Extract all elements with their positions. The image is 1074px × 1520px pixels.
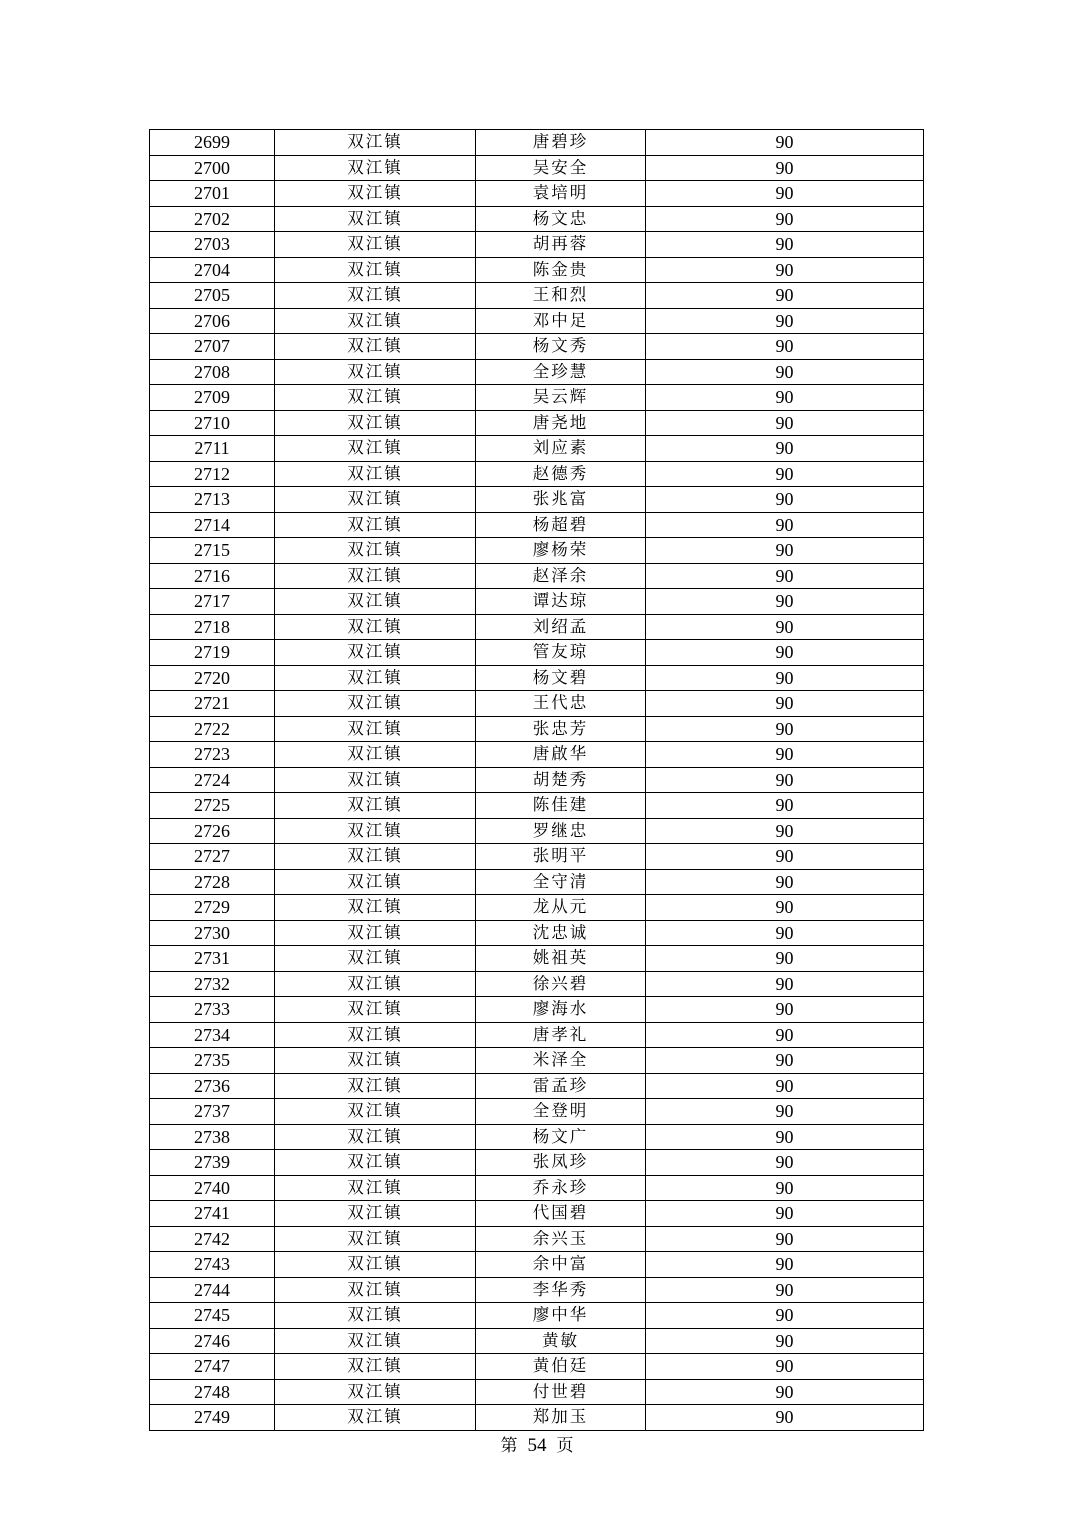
person-name-cell: 张凤珍 xyxy=(476,1150,646,1176)
person-name-cell: 张忠芳 xyxy=(476,716,646,742)
row-number-cell: 2744 xyxy=(150,1277,275,1303)
amount-cell: 90 xyxy=(646,742,924,768)
town-cell: 双江镇 xyxy=(275,308,476,334)
row-number-cell: 2705 xyxy=(150,283,275,309)
person-name-cell: 赵德秀 xyxy=(476,461,646,487)
amount-cell: 90 xyxy=(646,385,924,411)
person-name-cell: 徐兴碧 xyxy=(476,971,646,997)
town-cell: 双江镇 xyxy=(275,1099,476,1125)
row-number-cell: 2715 xyxy=(150,538,275,564)
row-number-cell: 2719 xyxy=(150,640,275,666)
person-name-cell: 吴安全 xyxy=(476,155,646,181)
table-row xyxy=(150,818,924,844)
person-name-cell: 唐孝礼 xyxy=(476,1022,646,1048)
table-row xyxy=(150,997,924,1023)
town-cell: 双江镇 xyxy=(275,1201,476,1227)
table-row xyxy=(150,1099,924,1125)
town-cell: 双江镇 xyxy=(275,742,476,768)
town-cell: 双江镇 xyxy=(275,614,476,640)
amount-cell: 90 xyxy=(646,461,924,487)
row-number-cell: 2703 xyxy=(150,232,275,258)
amount-cell: 90 xyxy=(646,895,924,921)
amount-cell: 90 xyxy=(646,869,924,895)
person-name-cell: 唐碧珍 xyxy=(476,130,646,156)
row-number-cell: 2746 xyxy=(150,1328,275,1354)
row-number-cell: 2708 xyxy=(150,359,275,385)
table-row xyxy=(150,257,924,283)
town-cell: 双江镇 xyxy=(275,767,476,793)
page-suffix: 页 xyxy=(556,1436,574,1456)
row-number-cell: 2733 xyxy=(150,997,275,1023)
town-cell: 双江镇 xyxy=(275,1124,476,1150)
row-number-cell: 2725 xyxy=(150,793,275,819)
row-number-cell: 2700 xyxy=(150,155,275,181)
amount-cell: 90 xyxy=(646,232,924,258)
person-name-cell: 全登明 xyxy=(476,1099,646,1125)
person-name-cell: 王代忠 xyxy=(476,691,646,717)
person-name-cell: 胡再蓉 xyxy=(476,232,646,258)
row-number-cell: 2702 xyxy=(150,206,275,232)
person-name-cell: 龙从元 xyxy=(476,895,646,921)
person-name-cell: 邓中足 xyxy=(476,308,646,334)
row-number-cell: 2704 xyxy=(150,257,275,283)
person-name-cell: 赵泽余 xyxy=(476,563,646,589)
town-cell: 双江镇 xyxy=(275,793,476,819)
town-cell: 双江镇 xyxy=(275,487,476,513)
town-cell: 双江镇 xyxy=(275,206,476,232)
row-number-cell: 2726 xyxy=(150,818,275,844)
table-row xyxy=(150,130,924,156)
person-name-cell: 罗继忠 xyxy=(476,818,646,844)
amount-cell: 90 xyxy=(646,716,924,742)
amount-cell: 90 xyxy=(646,844,924,870)
table-row xyxy=(150,1328,924,1354)
table-row xyxy=(150,1048,924,1074)
amount-cell: 90 xyxy=(646,640,924,666)
row-number-cell: 2723 xyxy=(150,742,275,768)
town-cell: 双江镇 xyxy=(275,1379,476,1405)
amount-cell: 90 xyxy=(646,206,924,232)
person-name-cell: 管友琼 xyxy=(476,640,646,666)
table-row xyxy=(150,410,924,436)
table-row xyxy=(150,895,924,921)
person-name-cell: 廖中华 xyxy=(476,1303,646,1329)
table-row xyxy=(150,181,924,207)
amount-cell: 90 xyxy=(646,1328,924,1354)
table-row xyxy=(150,614,924,640)
town-cell: 双江镇 xyxy=(275,1226,476,1252)
table-row xyxy=(150,665,924,691)
amount-cell: 90 xyxy=(646,1303,924,1329)
town-cell: 双江镇 xyxy=(275,1328,476,1354)
town-cell: 双江镇 xyxy=(275,334,476,360)
town-cell: 双江镇 xyxy=(275,971,476,997)
table-row xyxy=(150,793,924,819)
row-number-cell: 2701 xyxy=(150,181,275,207)
amount-cell: 90 xyxy=(646,997,924,1023)
person-name-cell: 全守清 xyxy=(476,869,646,895)
person-name-cell: 胡楚秀 xyxy=(476,767,646,793)
person-name-cell: 袁培明 xyxy=(476,181,646,207)
row-number-cell: 2710 xyxy=(150,410,275,436)
row-number-cell: 2732 xyxy=(150,971,275,997)
amount-cell: 90 xyxy=(646,1048,924,1074)
table-row xyxy=(150,334,924,360)
table-row xyxy=(150,487,924,513)
amount-cell: 90 xyxy=(646,1277,924,1303)
row-number-cell: 2749 xyxy=(150,1405,275,1431)
table-row xyxy=(150,155,924,181)
row-number-cell: 2735 xyxy=(150,1048,275,1074)
amount-cell: 90 xyxy=(646,257,924,283)
amount-cell: 90 xyxy=(646,563,924,589)
row-number-cell: 2699 xyxy=(150,130,275,156)
amount-cell: 90 xyxy=(646,1379,924,1405)
row-number-cell: 2740 xyxy=(150,1175,275,1201)
row-number-cell: 2734 xyxy=(150,1022,275,1048)
town-cell: 双江镇 xyxy=(275,130,476,156)
town-cell: 双江镇 xyxy=(275,818,476,844)
row-number-cell: 2742 xyxy=(150,1226,275,1252)
town-cell: 双江镇 xyxy=(275,869,476,895)
table-row xyxy=(150,1379,924,1405)
town-cell: 双江镇 xyxy=(275,283,476,309)
page-number: 54 xyxy=(527,1435,547,1456)
page-footer xyxy=(0,1431,1074,1457)
person-name-cell: 陈金贵 xyxy=(476,257,646,283)
person-name-cell: 张兆富 xyxy=(476,487,646,513)
town-cell: 双江镇 xyxy=(275,665,476,691)
amount-cell: 90 xyxy=(646,1201,924,1227)
amount-cell: 90 xyxy=(646,946,924,972)
table-row xyxy=(150,640,924,666)
table-row xyxy=(150,589,924,615)
town-cell: 双江镇 xyxy=(275,716,476,742)
row-number-cell: 2748 xyxy=(150,1379,275,1405)
amount-cell: 90 xyxy=(646,665,924,691)
town-cell: 双江镇 xyxy=(275,232,476,258)
town-cell: 双江镇 xyxy=(275,385,476,411)
amount-cell: 90 xyxy=(646,1405,924,1431)
town-cell: 双江镇 xyxy=(275,1175,476,1201)
person-name-cell: 杨文广 xyxy=(476,1124,646,1150)
row-number-cell: 2730 xyxy=(150,920,275,946)
table-row xyxy=(150,232,924,258)
person-name-cell: 全珍慧 xyxy=(476,359,646,385)
town-cell: 双江镇 xyxy=(275,1048,476,1074)
table-row xyxy=(150,742,924,768)
amount-cell: 90 xyxy=(646,1354,924,1380)
town-cell: 双江镇 xyxy=(275,257,476,283)
table-row xyxy=(150,869,924,895)
table-row xyxy=(150,1252,924,1278)
table-row xyxy=(150,1201,924,1227)
person-name-cell: 乔永珍 xyxy=(476,1175,646,1201)
town-cell: 双江镇 xyxy=(275,436,476,462)
row-number-cell: 2724 xyxy=(150,767,275,793)
amount-cell: 90 xyxy=(646,614,924,640)
row-number-cell: 2709 xyxy=(150,385,275,411)
person-name-cell: 黄敏 xyxy=(476,1328,646,1354)
amount-cell: 90 xyxy=(646,1150,924,1176)
table-row xyxy=(150,206,924,232)
table-row xyxy=(150,920,924,946)
person-name-cell: 廖杨荣 xyxy=(476,538,646,564)
amount-cell: 90 xyxy=(646,359,924,385)
table-row xyxy=(150,1277,924,1303)
table-row xyxy=(150,844,924,870)
amount-cell: 90 xyxy=(646,1175,924,1201)
table-row xyxy=(150,1150,924,1176)
amount-cell: 90 xyxy=(646,130,924,156)
table-row xyxy=(150,308,924,334)
town-cell: 双江镇 xyxy=(275,181,476,207)
row-number-cell: 2707 xyxy=(150,334,275,360)
table-row xyxy=(150,1073,924,1099)
row-number-cell: 2727 xyxy=(150,844,275,870)
row-number-cell: 2716 xyxy=(150,563,275,589)
town-cell: 双江镇 xyxy=(275,640,476,666)
table-row xyxy=(150,1124,924,1150)
table-row xyxy=(150,385,924,411)
table-row xyxy=(150,436,924,462)
amount-cell: 90 xyxy=(646,436,924,462)
table-row xyxy=(150,1354,924,1380)
amount-cell: 90 xyxy=(646,589,924,615)
town-cell: 双江镇 xyxy=(275,1022,476,1048)
row-number-cell: 2711 xyxy=(150,436,275,462)
page-prefix: 第 xyxy=(500,1436,518,1456)
table-row xyxy=(150,512,924,538)
amount-cell: 90 xyxy=(646,1022,924,1048)
amount-cell: 90 xyxy=(646,334,924,360)
town-cell: 双江镇 xyxy=(275,1405,476,1431)
person-name-cell: 姚祖英 xyxy=(476,946,646,972)
row-number-cell: 2738 xyxy=(150,1124,275,1150)
row-number-cell: 2737 xyxy=(150,1099,275,1125)
town-cell: 双江镇 xyxy=(275,920,476,946)
table-row xyxy=(150,691,924,717)
person-name-cell: 付世碧 xyxy=(476,1379,646,1405)
amount-cell: 90 xyxy=(646,767,924,793)
row-number-cell: 2714 xyxy=(150,512,275,538)
person-name-cell: 杨超碧 xyxy=(476,512,646,538)
town-cell: 双江镇 xyxy=(275,691,476,717)
person-name-cell: 唐啟华 xyxy=(476,742,646,768)
amount-cell: 90 xyxy=(646,691,924,717)
town-cell: 双江镇 xyxy=(275,512,476,538)
row-number-cell: 2741 xyxy=(150,1201,275,1227)
town-cell: 双江镇 xyxy=(275,1303,476,1329)
row-number-cell: 2729 xyxy=(150,895,275,921)
amount-cell: 90 xyxy=(646,487,924,513)
table-row xyxy=(150,1303,924,1329)
row-number-cell: 2712 xyxy=(150,461,275,487)
amount-cell: 90 xyxy=(646,971,924,997)
amount-cell: 90 xyxy=(646,283,924,309)
amount-cell: 90 xyxy=(646,1252,924,1278)
town-cell: 双江镇 xyxy=(275,895,476,921)
amount-cell: 90 xyxy=(646,181,924,207)
town-cell: 双江镇 xyxy=(275,410,476,436)
table-row xyxy=(150,461,924,487)
amount-cell: 90 xyxy=(646,410,924,436)
person-name-cell: 米泽全 xyxy=(476,1048,646,1074)
person-name-cell: 谭达琼 xyxy=(476,589,646,615)
person-name-cell: 唐尧地 xyxy=(476,410,646,436)
person-name-cell: 余中富 xyxy=(476,1252,646,1278)
row-number-cell: 2739 xyxy=(150,1150,275,1176)
person-name-cell: 廖海水 xyxy=(476,997,646,1023)
person-name-cell: 杨文忠 xyxy=(476,206,646,232)
amount-cell: 90 xyxy=(646,538,924,564)
row-number-cell: 2713 xyxy=(150,487,275,513)
town-cell: 双江镇 xyxy=(275,538,476,564)
table-row xyxy=(150,538,924,564)
row-number-cell: 2728 xyxy=(150,869,275,895)
person-name-cell: 张明平 xyxy=(476,844,646,870)
town-cell: 双江镇 xyxy=(275,946,476,972)
town-cell: 双江镇 xyxy=(275,997,476,1023)
amount-cell: 90 xyxy=(646,1226,924,1252)
person-name-cell: 李华秀 xyxy=(476,1277,646,1303)
amount-cell: 90 xyxy=(646,512,924,538)
person-name-cell: 王和烈 xyxy=(476,283,646,309)
table-row xyxy=(150,1175,924,1201)
person-name-cell: 刘绍孟 xyxy=(476,614,646,640)
amount-cell: 90 xyxy=(646,793,924,819)
amount-cell: 90 xyxy=(646,155,924,181)
town-cell: 双江镇 xyxy=(275,359,476,385)
table-row xyxy=(150,946,924,972)
person-name-cell: 代国碧 xyxy=(476,1201,646,1227)
row-number-cell: 2721 xyxy=(150,691,275,717)
table-row xyxy=(150,767,924,793)
amount-cell: 90 xyxy=(646,920,924,946)
town-cell: 双江镇 xyxy=(275,155,476,181)
person-name-cell: 杨文碧 xyxy=(476,665,646,691)
row-number-cell: 2747 xyxy=(150,1354,275,1380)
town-cell: 双江镇 xyxy=(275,589,476,615)
table-row xyxy=(150,1022,924,1048)
row-number-cell: 2743 xyxy=(150,1252,275,1278)
town-cell: 双江镇 xyxy=(275,1150,476,1176)
amount-cell: 90 xyxy=(646,1099,924,1125)
amount-cell: 90 xyxy=(646,1073,924,1099)
person-name-cell: 沈忠诚 xyxy=(476,920,646,946)
row-number-cell: 2720 xyxy=(150,665,275,691)
table-row xyxy=(150,283,924,309)
town-cell: 双江镇 xyxy=(275,1252,476,1278)
person-name-cell: 陈佳建 xyxy=(476,793,646,819)
row-number-cell: 2736 xyxy=(150,1073,275,1099)
person-name-cell: 杨文秀 xyxy=(476,334,646,360)
person-name-cell: 郑加玉 xyxy=(476,1405,646,1431)
amount-cell: 90 xyxy=(646,818,924,844)
row-number-cell: 2722 xyxy=(150,716,275,742)
row-number-cell: 2745 xyxy=(150,1303,275,1329)
town-cell: 双江镇 xyxy=(275,1073,476,1099)
table-row xyxy=(150,971,924,997)
table-row xyxy=(150,359,924,385)
row-number-cell: 2717 xyxy=(150,589,275,615)
table-body xyxy=(150,130,924,1431)
row-number-cell: 2731 xyxy=(150,946,275,972)
person-name-cell: 吴云辉 xyxy=(476,385,646,411)
table-row xyxy=(150,1226,924,1252)
town-cell: 双江镇 xyxy=(275,461,476,487)
person-name-cell: 刘应素 xyxy=(476,436,646,462)
data-table xyxy=(149,129,924,1431)
amount-cell: 90 xyxy=(646,1124,924,1150)
town-cell: 双江镇 xyxy=(275,563,476,589)
person-name-cell: 黄伯廷 xyxy=(476,1354,646,1380)
person-name-cell: 雷孟珍 xyxy=(476,1073,646,1099)
table-row xyxy=(150,1405,924,1431)
row-number-cell: 2718 xyxy=(150,614,275,640)
person-name-cell: 余兴玉 xyxy=(476,1226,646,1252)
town-cell: 双江镇 xyxy=(275,1354,476,1380)
town-cell: 双江镇 xyxy=(275,844,476,870)
table-row xyxy=(150,563,924,589)
row-number-cell: 2706 xyxy=(150,308,275,334)
table-row xyxy=(150,716,924,742)
amount-cell: 90 xyxy=(646,308,924,334)
town-cell: 双江镇 xyxy=(275,1277,476,1303)
